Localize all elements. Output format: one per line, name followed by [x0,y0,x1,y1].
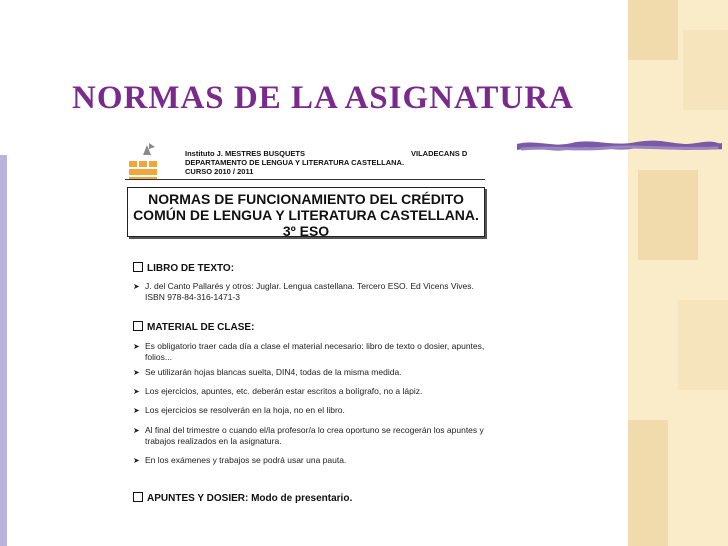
list-item: ➤ En los exámenes y trabajos se podrá usar una pauta. [133,455,347,465]
checkbox-icon [133,262,143,272]
list-item: ➤ Se utilizarán hojas blancas suelta, DIN4, todas de la misma medida. [133,367,402,377]
list-item: ➤ Los ejercicios se resolverán en la hoja, no en el libro. [133,405,345,415]
decor-square [683,30,728,110]
doc-title-line: NORMAS DE FUNCIONAMIENTO DEL CRÉDITO [148,191,464,207]
header-city: VILADECANS D [411,149,468,158]
header-school: Instituto J. MESTRES BUSQUETS [185,149,306,158]
list-item: ➤ Los ejercicios, apuntes, etc. deberán estar escritos a bolígrafo, no a lápiz. [133,386,423,396]
arrow-bullet-icon: ➤ [133,426,140,435]
section-heading: LIBRO DE TEXTO: [133,262,234,274]
list-item: ➤ Es obligatorio traer cada día a clase el material necesario: libro de texto o dosier, apuntes, folios... [133,341,485,362]
arrow-bullet-icon: ➤ [133,342,140,351]
arrow-bullet-icon: ➤ [133,368,140,377]
right-decorative-panel [628,0,728,546]
list-item: ➤ J. del Canto Pallarés y otros: Juglar. Lengua castellana. Tercero ESO. Ed Vicens Vives. ISBN 978-84-316-1471-3 [133,281,474,302]
section-heading: APUNTES Y DOSIER: Modo de presentario. [133,492,352,504]
section-heading: MATERIAL DE CLASE: [133,321,254,333]
decor-square [638,170,698,260]
doc-title-line: 3º ESO [282,223,330,239]
header-course: CURSO 2010 / 2011 [185,167,254,176]
document-scan [115,135,495,515]
arrow-bullet-icon: ➤ [133,456,140,465]
doc-title-line: COMÚN DE LENGUA Y LITERATURA CASTELLANA. [133,207,479,223]
list-item: ➤ Al final del trimestre o cuando el/la profesor/a lo crea oportuno se recogerán los apuntes y trabajos realizados en la asignatura. [133,425,484,446]
arrow-bullet-icon: ➤ [133,406,140,415]
checkbox-icon [133,492,143,502]
document-header [185,149,404,176]
checkbox-icon [133,321,143,331]
decor-square [628,0,678,60]
arrow-bullet-icon: ➤ [133,387,140,396]
decor-square [628,420,668,546]
brush-stroke-divider [517,138,722,156]
arrow-bullet-icon: ➤ [133,282,140,291]
slide-title: NORMAS DE LA ASIGNATURA [72,80,574,116]
left-decorative-stripe [0,155,7,546]
decor-square [678,300,728,390]
school-logo-icon [127,141,161,183]
header-divider [125,179,485,180]
header-department: DEPARTAMENTO DE LENGUA Y LITERATURA CASTELLANA. [185,158,405,167]
document-title-box [127,187,485,237]
